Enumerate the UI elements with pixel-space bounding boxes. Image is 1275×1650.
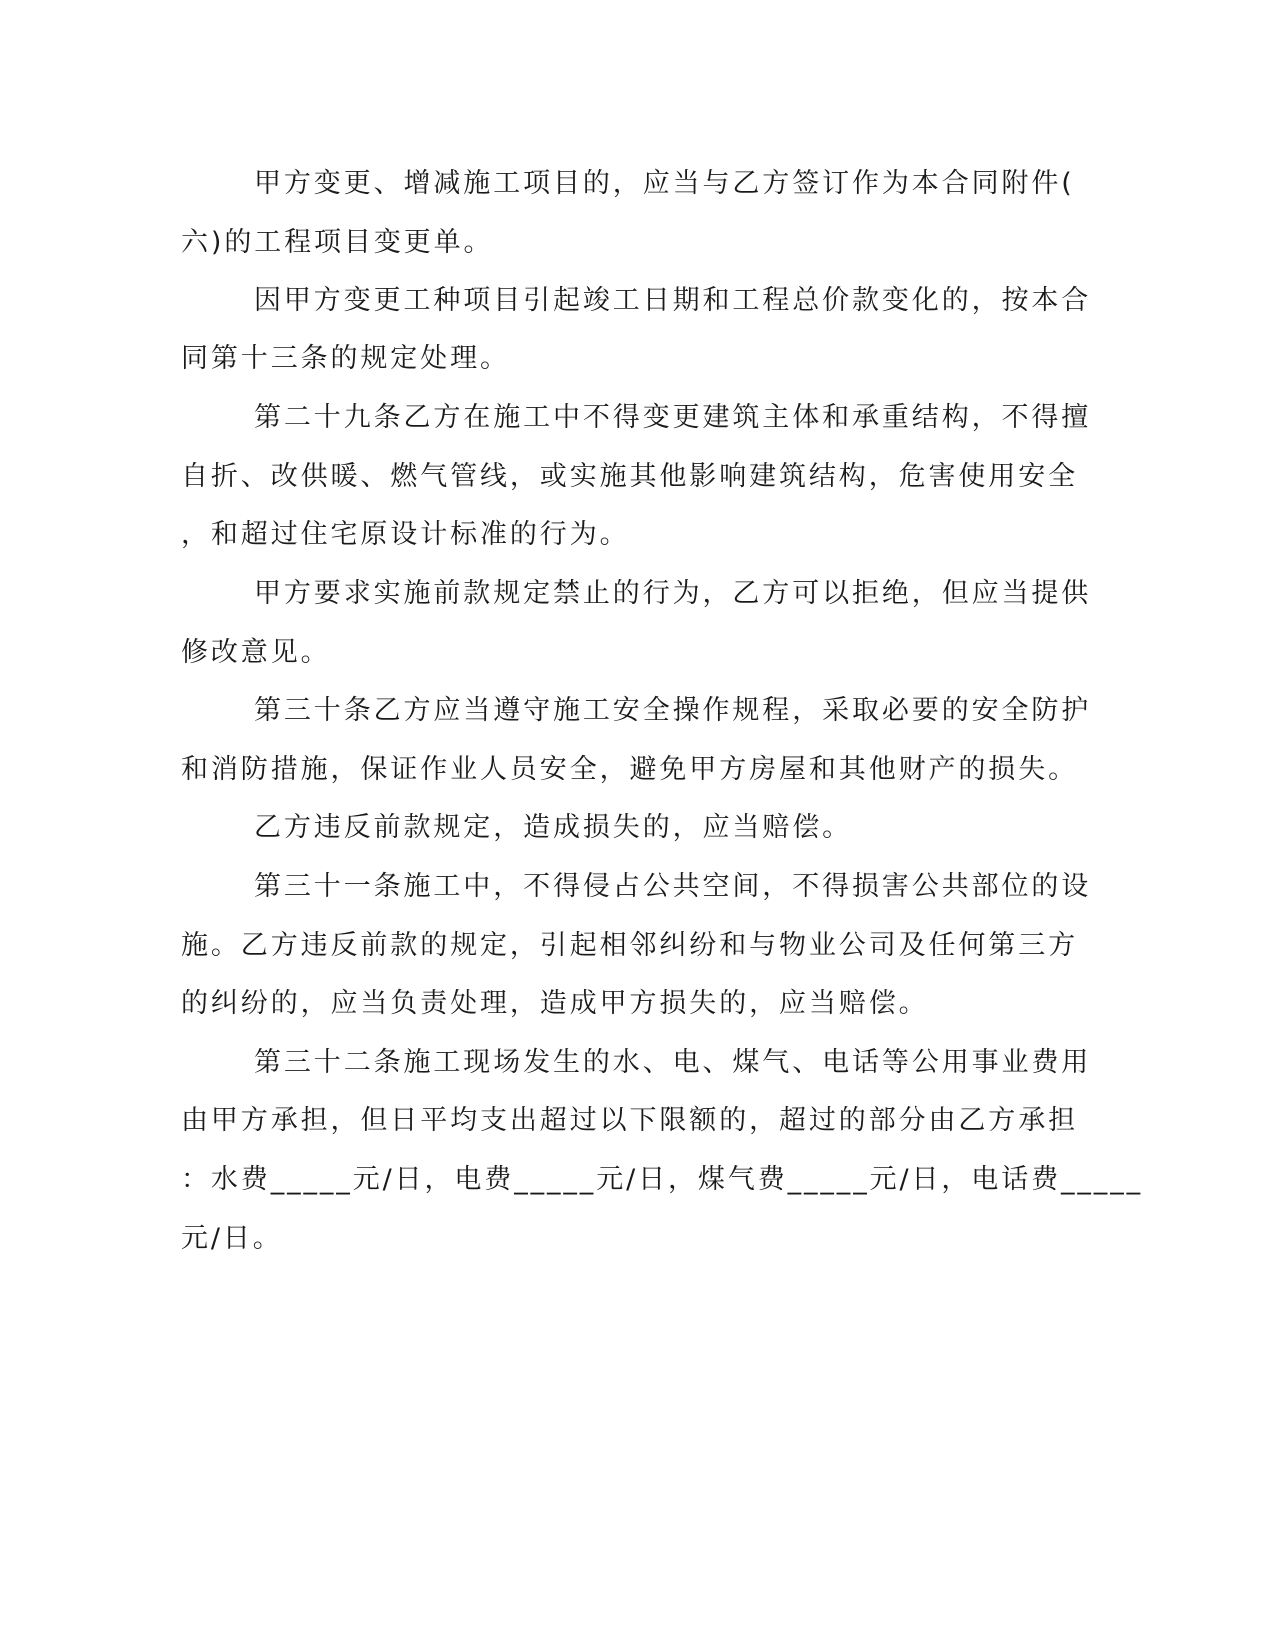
article-29-line-1: 第二十九条乙方在施工中不得变更建筑主体和承重结构，不得擅 [254,402,1092,433]
article-32-line-1: 第三十二条施工现场发生的水、电、煤气、电话等公用事业费用 [254,1047,1092,1078]
paragraph-2-line-2: 同第十三条的规定处理。 [181,343,510,374]
article-29-line-3: ，和超过住宅原设计标准的行为。 [181,519,630,550]
article-31-line-1: 第三十一条施工中，不得侵占公共空间，不得损害公共部位的设 [254,871,1092,902]
article-30-line-1: 第三十条乙方应当遵守施工安全操作规程，采取必要的安全防护 [254,695,1092,726]
article-30-line-2: 和消防措施，保证作业人员安全，避免甲方房屋和其他财产的损失。 [181,754,1078,785]
article-32-line-4: 元/日。 [181,1223,283,1254]
paragraph-6-line-1: 乙方违反前款规定，造成损失的，应当赔偿。 [254,812,852,843]
paragraph-4-line-2: 修改意见。 [181,637,331,668]
article-31-line-2: 施。乙方违反前款的规定，引起相邻纠纷和与物业公司及任何第三方 [181,930,1078,961]
article-32-line-3: ：水费_____元/日，电费_____元/日，煤气费_____元/日，电话费_____ [181,1164,1143,1195]
paragraph-1-line-1: 甲方变更、增减施工项目的，应当与乙方签订作为本合同附件( [254,168,1075,199]
paragraph-4-line-1: 甲方要求实施前款规定禁止的行为，乙方可以拒绝，但应当提供 [254,578,1092,609]
paragraph-2-line-1: 因甲方变更工种项目引起竣工日期和工程总价款变化的，按本合 [254,285,1092,316]
article-32-line-2: 由甲方承担，但日平均支出超过以下限额的，超过的部分由乙方承担 [181,1105,1078,1136]
paragraph-1-line-2: 六)的工程项目变更单。 [181,227,494,258]
article-31-line-3: 的纠纷的，应当负责处理，造成甲方损失的，应当赔偿。 [181,988,929,1019]
article-29-line-2: 自折、改供暖、燃气管线，或实施其他影响建筑结构，危害使用安全 [181,461,1078,492]
